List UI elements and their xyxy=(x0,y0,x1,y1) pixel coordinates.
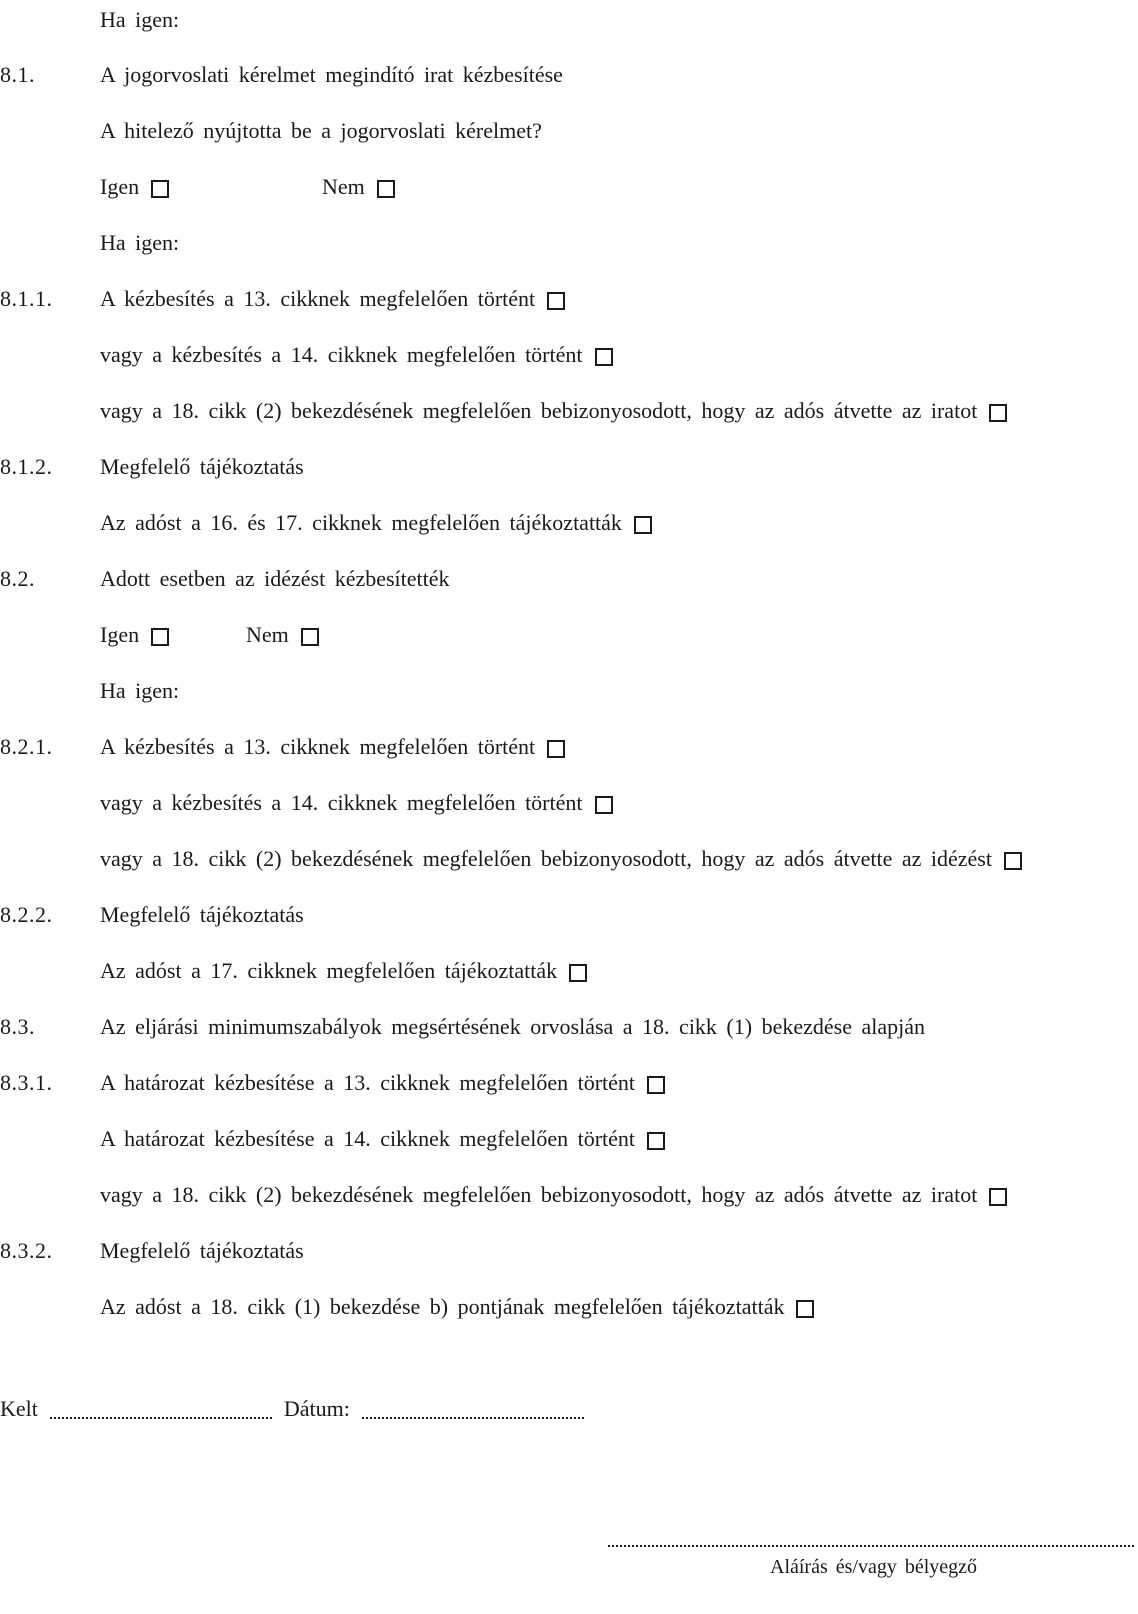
line-text: Ha igen: xyxy=(100,7,180,32)
checkbox[interactable] xyxy=(151,180,169,198)
option-yes xyxy=(100,622,169,648)
checkbox[interactable] xyxy=(647,1132,665,1150)
checkbox[interactable] xyxy=(151,628,169,646)
line-text: Az eljárási minimumszabályok megsértésének orvoslása a 18. cikk (1) bekezdése alapján xyxy=(100,1014,925,1039)
checkbox-line xyxy=(100,1294,814,1320)
line-text: Az adóst a 17. cikknek megfelelően tájékoztatták xyxy=(100,958,558,983)
checkbox[interactable] xyxy=(989,404,1007,422)
checkbox[interactable] xyxy=(547,292,565,310)
date-field[interactable] xyxy=(362,1399,584,1419)
checkbox[interactable] xyxy=(569,964,587,982)
section-number: 8.1.1. xyxy=(0,286,53,311)
line-text: vagy a 18. cikk (2) bekezdésének megfelelően bebizonyosodott, hogy az adós átvette az iratot xyxy=(100,398,978,423)
signature-field[interactable] xyxy=(608,1545,1134,1547)
line-text: vagy a 18. cikk (2) bekezdésének megfelelően bebizonyosodott, hogy az adós átvette az iratot xyxy=(100,1182,978,1207)
line-text: vagy a kézbesítés a 14. cikknek megfelelően történt xyxy=(100,342,583,367)
line-text: Megfelelő tájékoztatás xyxy=(100,1238,304,1263)
line-text: Ha igen: xyxy=(100,230,180,255)
checkbox[interactable] xyxy=(595,796,613,814)
section-number: 8.3. xyxy=(0,1014,35,1039)
option-yes xyxy=(100,174,169,200)
line-text: A határozat kézbesítése a 14. cikknek megfelelően történt xyxy=(100,1126,636,1151)
checkbox[interactable] xyxy=(377,180,395,198)
section-number: 8.1. xyxy=(0,62,35,87)
checkbox[interactable] xyxy=(634,516,652,534)
checkbox-line xyxy=(100,846,1022,872)
checkbox-line xyxy=(100,510,652,536)
checkbox-line xyxy=(100,1182,1007,1208)
option-no xyxy=(246,622,319,648)
line-text: Az adóst a 16. és 17. cikknek megfelelően tájékoztatták xyxy=(100,510,622,535)
checkbox-line xyxy=(100,734,565,760)
line-text: Az adóst a 18. cikk (1) bekezdése b) pontjának megfelelően tájékoztatták xyxy=(100,1294,785,1319)
option-no-label: Nem xyxy=(322,174,365,199)
checkbox[interactable] xyxy=(547,740,565,758)
checkbox[interactable] xyxy=(301,628,319,646)
checkbox[interactable] xyxy=(647,1076,665,1094)
option-yes-label: Igen xyxy=(100,174,140,199)
place-field[interactable] xyxy=(50,1399,272,1419)
checkbox-line xyxy=(100,398,1007,424)
signature-caption: Aláírás és/vagy bélyegző xyxy=(770,1556,978,1578)
section-number: 8.2.2. xyxy=(0,902,53,927)
place-label: Kelt xyxy=(0,1396,38,1421)
line-text: A hitelező nyújtotta be a jogorvoslati kérelmet? xyxy=(100,118,542,143)
line-text: vagy a 18. cikk (2) bekezdésének megfelelően bebizonyosodott, hogy az adós átvette az idézést xyxy=(100,846,992,871)
yes-no-options xyxy=(100,622,289,648)
checkbox-line xyxy=(100,342,613,368)
option-no-label: Nem xyxy=(246,622,289,647)
line-text: Megfelelő tájékoztatás xyxy=(100,902,304,927)
checkbox[interactable] xyxy=(1004,852,1022,870)
checkbox-line xyxy=(100,286,565,312)
checkbox-line xyxy=(100,1070,665,1096)
line-text: A kézbesítés a 13. cikknek megfelelően történt xyxy=(100,286,536,311)
option-no xyxy=(322,174,395,200)
line-text: A határozat kézbesítése a 13. cikknek megfelelően történt xyxy=(100,1070,636,1095)
line-text: A jogorvoslati kérelmet megindító irat kézbesítése xyxy=(100,62,563,87)
checkbox[interactable] xyxy=(796,1300,814,1318)
checkbox-line xyxy=(100,1126,665,1152)
option-yes-label: Igen xyxy=(100,622,140,647)
checkbox[interactable] xyxy=(595,348,613,366)
checkbox[interactable] xyxy=(989,1188,1007,1206)
yes-no-options xyxy=(100,174,365,200)
section-number: 8.2.1. xyxy=(0,734,53,759)
checkbox-line xyxy=(100,790,613,816)
section-number: 8.2. xyxy=(0,566,35,591)
line-text: vagy a kézbesítés a 14. cikknek megfelelően történt xyxy=(100,790,583,815)
section-number: 8.3.1. xyxy=(0,1070,53,1095)
place-date-row xyxy=(0,1392,596,1426)
line-text: Ha igen: xyxy=(100,678,180,703)
section-number: 8.3.2. xyxy=(0,1238,53,1263)
line-text: Megfelelő tájékoztatás xyxy=(100,454,304,479)
line-text: A kézbesítés a 13. cikknek megfelelően történt xyxy=(100,734,536,759)
section-number: 8.1.2. xyxy=(0,454,53,479)
checkbox-line xyxy=(100,958,587,984)
date-label: Dátum: xyxy=(283,1396,350,1421)
line-text: Adott esetben az idézést kézbesítették xyxy=(100,566,450,591)
